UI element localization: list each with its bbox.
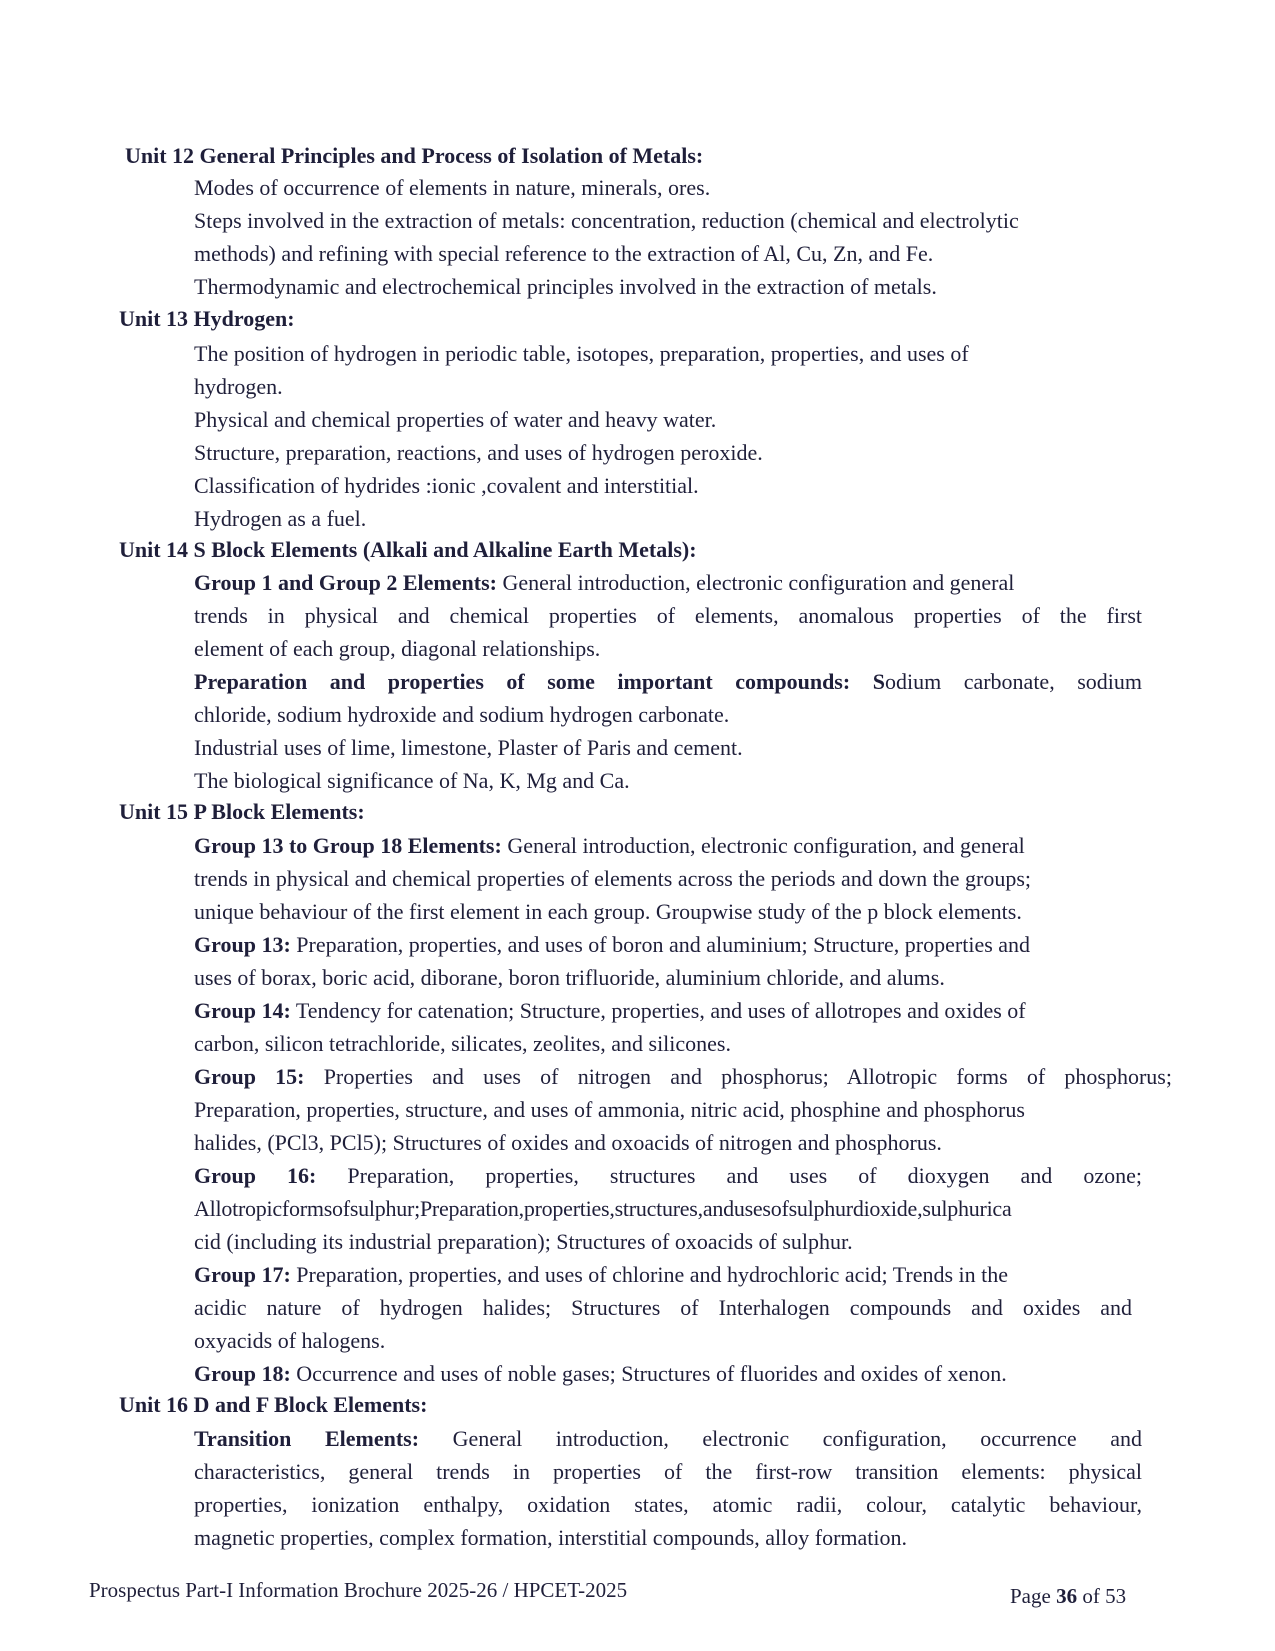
unit-15-g15-line-3: halides, (PCl3, PCl5); Structures of oxides and oxoacids of nitrogen and phosphorus.: [194, 1130, 942, 1155]
unit-15-g1318-line-1: Group 13 to Group 18 Elements: General introduction, electronic configuration, and general: [194, 833, 1025, 858]
group-14-label: Group 14:: [194, 998, 291, 1023]
unit-12-line-3: methods) and refining with special reference to the extraction of Al, Cu, Zn, and Fe.: [194, 241, 934, 266]
unit-13-line-2: hydrogen.: [194, 374, 283, 399]
unit-15-g15-line-1: Group 15: Properties and uses of nitrogen and phosphorus; Allotropic forms of phosphorus;: [194, 1064, 1172, 1089]
group-18-label: Group 18:: [194, 1361, 291, 1386]
unit-15-g16-line-2: Allotropicformsofsulphur;Preparation,properties,structures,andusesofsulphurdioxide,sulphurica: [194, 1196, 1012, 1221]
preparation-label: Preparation and properties of some important compounds: S: [194, 669, 885, 694]
unit-12-body: [194, 171, 1142, 303]
unit-15-heading: Unit 15 P Block Elements:: [119, 799, 365, 824]
unit-13-heading: Unit 13 Hydrogen:: [119, 306, 295, 331]
unit-16-line-3: properties, ionization enthalpy, oxidation states, atomic radii, colour, catalytic behaviour,: [194, 1492, 1142, 1517]
unit-15-g1318-line-2: trends in physical and chemical properties of elements across the periods and down the groups;: [194, 866, 1031, 891]
unit-16-line-2: characteristics, general trends in properties of the first-row transition elements: physical: [194, 1459, 1142, 1484]
unit-12-line-4: Thermodynamic and electrochemical principles involved in the extraction of metals.: [194, 274, 937, 299]
unit-15-g15-line-2: Preparation, properties, structure, and uses of ammonia, nitric acid, phosphine and phosphorus: [194, 1097, 1025, 1122]
unit-13-line-3: Physical and chemical properties of water and heavy water.: [194, 407, 717, 432]
unit-15-g16-line-3: cid (including its industrial preparation); Structures of oxoacids of sulphur.: [194, 1229, 853, 1254]
unit-14-biological-line: The biological significance of Na, K, Mg and Ca.: [194, 768, 630, 793]
unit-15-g13-line-2: uses of borax, boric acid, diborane, boron trifluoride, aluminium chloride, and alums.: [194, 965, 945, 990]
unit-14-group-line-2: trends in physical and chemical properties of elements, anomalous properties of the first: [194, 603, 1142, 628]
unit-16-line-1: Transition Elements: General introduction, electronic configuration, occurrence and: [194, 1426, 1143, 1451]
unit-12-line-1: Modes of occurrence of elements in nature, minerals, ores.: [194, 175, 711, 200]
unit-15-g1318-line-3: unique behaviour of the first element in each group. Groupwise study of the p block elements.: [194, 899, 1022, 924]
unit-15-g18-line-1: Group 18: Occurrence and uses of noble gases; Structures of fluorides and oxides of xenon.: [194, 1361, 1007, 1386]
unit-15-g14-line-1: Group 14: Tendency for catenation; Structure, properties, and uses of allotropes and oxides of: [194, 998, 1026, 1023]
footer-brochure-title: Prospectus Part-I Information Brochure 2025-26 / HPCET-2025: [89, 1578, 628, 1602]
group-15-label: Group 15:: [194, 1064, 305, 1089]
unit-15-g14-line-2: carbon, silicon tetrachloride, silicates, zeolites, and silicones.: [194, 1031, 731, 1056]
unit-16-line-4: magnetic properties, complex formation, interstitial compounds, alloy formation.: [194, 1525, 907, 1550]
unit-14-prep-line-1: Preparation and properties of some important compounds: Sodium carbonate, sodium: [194, 669, 1142, 694]
unit-14-body: [194, 566, 1142, 797]
unit-16-body: [194, 1422, 1142, 1554]
unit-14-industrial-line: Industrial uses of lime, limestone, Plaster of Paris and cement.: [194, 735, 743, 760]
unit-15-body: [194, 829, 1172, 1390]
footer-page-number: Page 36 of 53: [1010, 1584, 1127, 1608]
unit-15-g16-line-1: Group 16: Preparation, properties, structures and uses of dioxygen and ozone;: [194, 1163, 1143, 1188]
unit-15-g17-line-2: acidic nature of hydrogen halides; Structures of Interhalogen compounds and oxides and: [194, 1295, 1132, 1320]
unit-14-group-line-3: element of each group, diagonal relationships.: [194, 636, 601, 661]
unit-13-line-4: Structure, preparation, reactions, and uses of hydrogen peroxide.: [194, 440, 763, 465]
current-page: 36: [1056, 1584, 1078, 1608]
unit-13-line-5: Classification of hydrides :ionic ,covalent and interstitial.: [194, 473, 699, 498]
unit-12-line-2: Steps involved in the extraction of metals: concentration, reduction (chemical and electrolytic: [194, 208, 1019, 233]
unit-15-g17-line-1: Group 17: Preparation, properties, and uses of chlorine and hydrochloric acid; Trends in the: [194, 1262, 1009, 1287]
unit-13-line-6: Hydrogen as a fuel.: [194, 506, 367, 531]
group-16-label: Group 16:: [194, 1163, 317, 1188]
unit-16-heading: Unit 16 D and F Block Elements:: [119, 1392, 428, 1417]
unit-14-prep-line-2: chloride, sodium hydroxide and sodium hydrogen carbonate.: [194, 702, 730, 727]
transition-elements-label: Transition Elements:: [194, 1426, 420, 1451]
group-17-label: Group 17:: [194, 1262, 291, 1287]
unit-14-heading: Unit 14 S Block Elements (Alkali and Alkaline Earth Metals):: [119, 537, 697, 562]
group-13-18-label: Group 13 to Group 18 Elements:: [194, 833, 502, 858]
unit-13-line-1: The position of hydrogen in periodic table, isotopes, preparation, properties, and uses of: [194, 341, 969, 366]
unit-14-group-line-1: Group 1 and Group 2 Elements: General introduction, electronic configuration and general: [194, 570, 1015, 595]
group-13-label: Group 13:: [194, 932, 291, 957]
group-1-2-label: Group 1 and Group 2 Elements:: [194, 570, 497, 595]
unit-13-body: [194, 337, 1142, 535]
unit-15-g13-line-1: Group 13: Preparation, properties, and uses of boron and aluminium; Structure, properties and: [194, 932, 1031, 957]
unit-12-heading: Unit 12 General Principles and Process of Isolation of Metals:: [125, 143, 704, 168]
unit-15-g17-line-3: oxyacids of halogens.: [194, 1328, 386, 1353]
